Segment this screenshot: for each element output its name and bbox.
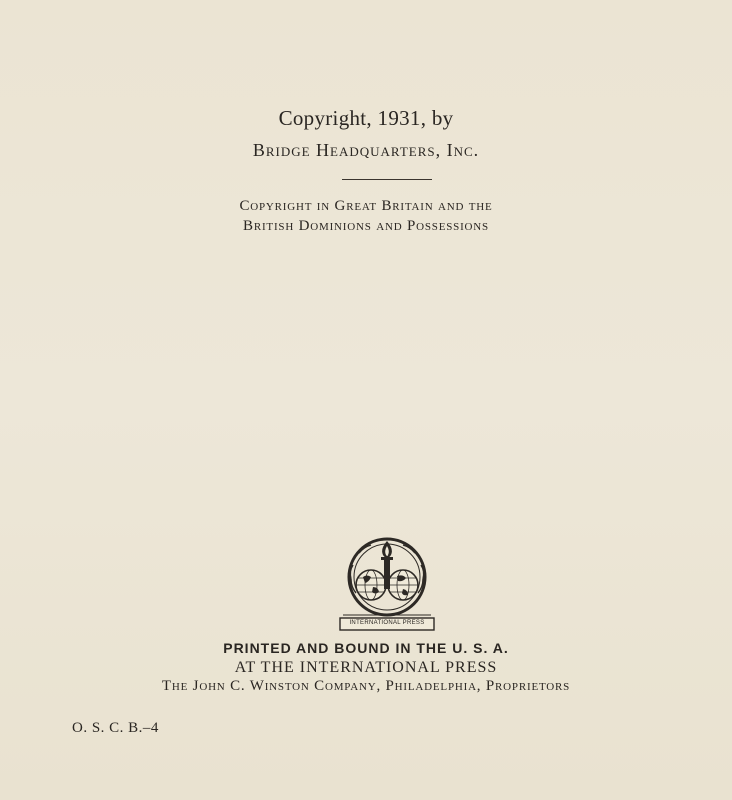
copyright-line: Copyright, 1931, by [278,106,454,130]
copyright-holder: Bridge Headquarters, Inc. [252,140,480,160]
press-line: AT THE INTERNATIONAL PRESS [234,659,498,676]
rights-line-2: British Dominions and Possessions [243,218,489,234]
emblem-label: INTERNATIONAL PRESS [349,620,425,626]
printed-bound-line: PRINTED AND BOUND IN THE U. S. A. [223,640,509,656]
rights-line-1: Copyright in Great Britain and the [239,198,493,214]
proprietor-line: The John C. Winston Company, Philadelphia, Proprietors [161,678,571,694]
book-code: O. S. C. B.–4 [72,720,159,736]
divider-rule [342,179,432,180]
